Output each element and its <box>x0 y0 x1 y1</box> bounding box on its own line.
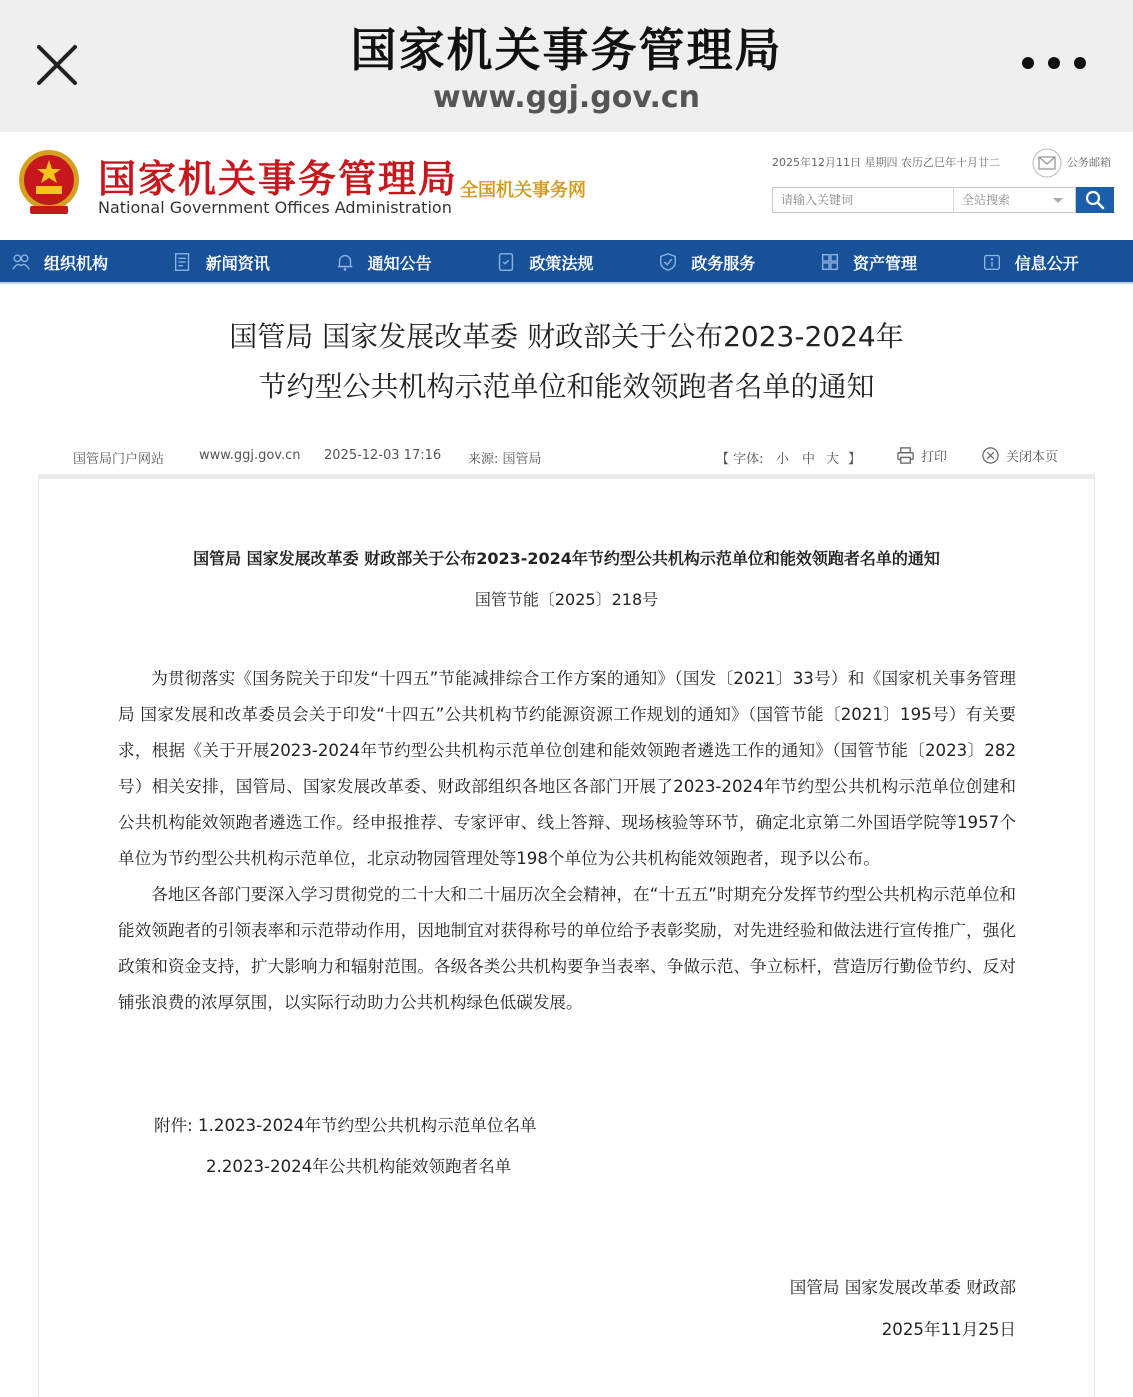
meta-site: 国管局门户网站 <box>73 452 165 467</box>
meta-domain: www.ggj.gov.cn <box>199 448 301 463</box>
article-title <box>0 312 1133 412</box>
font-medium-button[interactable]: 中 <box>802 452 816 467</box>
article-meta <box>0 446 1133 468</box>
nav-item-policy[interactable] <box>485 240 647 284</box>
mail-icon[interactable] <box>1032 148 1062 178</box>
meta-source: 来源: 国管局 <box>468 452 542 467</box>
nav-label: 资产管理 <box>852 253 917 273</box>
browser-bar <box>0 0 1133 132</box>
info-icon <box>979 249 1005 275</box>
paragraph-2: 各地区各部门要深入学习贯彻党的二十大和二十届历次全会精神，在“十五五”时期充分发挥节约型公共机构示范单位和能效领跑者的引领表率和示范带动作用，因地制宜对获得称号的单位给予表彰奖励，对先进经验和做法进行宣传推广，强化政策和资金支持，扩大影响力和辐射范围。各级各类公共机构要争当表率、争做示范、争立标杆，营造厉行勤俭节约、反对铺张浪费的浓厚氛围，以实际行动助力公共机构绿色低碳发展。 <box>118 885 1016 1012</box>
search-input[interactable] <box>773 188 953 212</box>
nav-label: 通知公告 <box>367 253 432 273</box>
nav-item-service[interactable] <box>647 240 809 284</box>
font-large-button[interactable]: 大 <box>826 452 840 467</box>
font-small-button[interactable]: 小 <box>776 452 790 467</box>
nav-item-info[interactable] <box>971 240 1133 284</box>
browser-url: www.ggj.gov.cn <box>433 80 700 115</box>
org-icon <box>8 249 34 275</box>
font-size-label-close: 】 <box>848 452 862 467</box>
print-button[interactable] <box>896 446 947 465</box>
close-page-label: 关闭本页 <box>1006 450 1059 465</box>
attachment-1[interactable]: 附件: 1.2023-2024年节约型公共机构示范单位名单 <box>154 1116 537 1135</box>
doc-title: 国管局 国家发展改革委 财政部关于公布2023-2024年节约型公共机构示范单位和能效领跑者名单的通知 <box>193 549 940 568</box>
org-name-cn[interactable]: 国家机关事务管理局 <box>98 156 459 201</box>
assets-icon <box>817 249 843 275</box>
nav-item-news[interactable] <box>162 240 324 284</box>
main-nav <box>0 240 1133 284</box>
nav-label: 政务服务 <box>691 253 756 273</box>
org-name-en: National Government Offices Administration <box>98 198 452 217</box>
printer-icon <box>896 446 915 465</box>
meta-datetime: 2025-12-03 17:16 <box>324 448 442 463</box>
close-circle-icon <box>981 446 1000 465</box>
nav-item-notice[interactable] <box>324 240 486 284</box>
search-scope-select[interactable] <box>953 188 1075 212</box>
nav-label: 政策法规 <box>529 253 594 273</box>
site-header <box>0 132 1133 240</box>
article-title-line2: 节约型公共机构示范单位和能效领跑者名单的通知 <box>258 370 875 403</box>
bell-icon <box>332 249 358 275</box>
nav-label: 信息公开 <box>1014 253 1079 273</box>
close-page-button[interactable] <box>981 446 1058 465</box>
nav-label: 新闻资讯 <box>205 253 270 273</box>
chevron-down-icon <box>1053 198 1063 203</box>
browser-title: 国家机关事务管理局 <box>350 23 783 77</box>
attachment-2[interactable]: 2.2023-2024年公共机构能效领跑者名单 <box>206 1157 512 1176</box>
article-title-line1: 国管局 国家发展改革委 财政部关于公布2023-2024年 <box>229 320 904 353</box>
news-icon <box>170 249 196 275</box>
search-box <box>772 187 1076 213</box>
service-icon <box>655 249 681 275</box>
site-subtitle: 全国机关事务网 <box>460 180 586 201</box>
mail-label[interactable]: 公务邮箱 <box>1067 156 1111 169</box>
nav-item-org[interactable] <box>0 240 162 284</box>
doc-number: 国管节能〔2025〕218号 <box>474 590 659 609</box>
more-icon[interactable] <box>1022 50 1086 76</box>
paragraph-1: 为贯彻落实《国务院关于印发“十四五”节能减排综合工作方案的通知》（国发〔2021〕33号）和《国家机关事务管理局 国家发展和改革委员会关于印发“十四五”公共机构节约能源资源工作规划的通知》（国管节能〔2021〕195号）有关要求，根据《关于开展2023-2024年节约型公共机构示范单位创建和能效领跑者遴选工作的通知》（国管节能〔2023〕282号）相关安排，国管局、国家发展改革委、财政部组织各地区各部门开展了2023-2024年节约型公共机构示范单位创建和公共机构能效领跑者遴选工作。经申报推荐、专家评审、线上答辩、现场核验等环节，确定北京第二外国语学院等1957个单位为节约型公共机构示范单位，北京动物园管理处等198个单位为公共机构能效领跑者，现予以公布。 <box>118 669 1016 868</box>
article-body <box>118 661 1016 1021</box>
sign-date: 2025年11月25日 <box>881 1320 1016 1339</box>
search-icon <box>1085 190 1105 210</box>
nav-item-assets[interactable] <box>809 240 971 284</box>
print-label: 打印 <box>921 450 948 465</box>
nav-label: 组织机构 <box>44 253 109 273</box>
search-scope-label: 全站搜索 <box>962 193 1011 207</box>
font-size-label: 【 字体: <box>716 452 764 467</box>
signers: 国管局 国家发展改革委 财政部 <box>789 1278 1016 1297</box>
search-button[interactable] <box>1076 187 1114 213</box>
date-line: 2025年12月11日 星期四 农历乙巳年十月廿二 <box>772 156 1000 169</box>
national-emblem-icon[interactable] <box>16 148 82 216</box>
policy-icon <box>493 249 519 275</box>
